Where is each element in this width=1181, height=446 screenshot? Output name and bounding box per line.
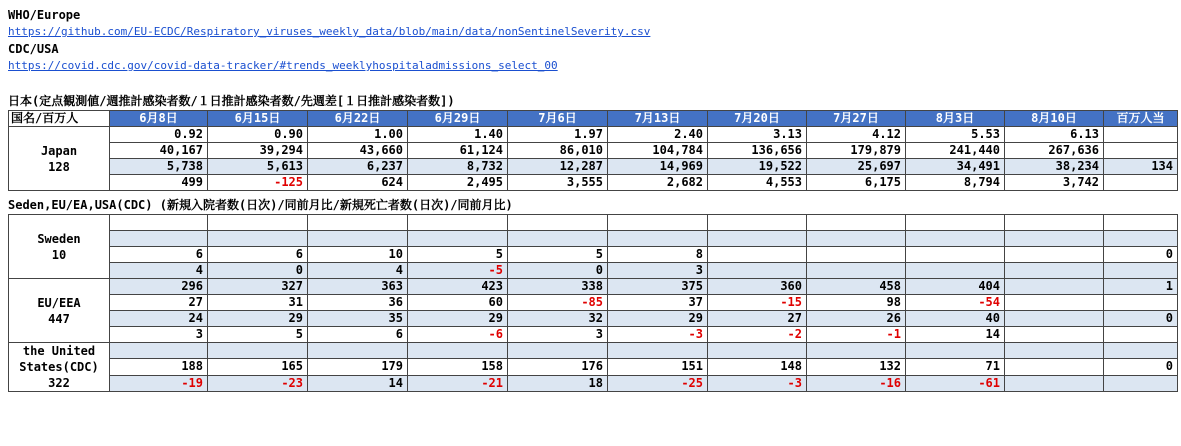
data-cell: 1.00 xyxy=(308,127,408,143)
data-cell: 36 xyxy=(308,295,408,311)
table-row xyxy=(9,127,1178,143)
data-cell: 35 xyxy=(308,311,408,327)
data-cell xyxy=(1005,375,1104,391)
data-cell: 18 xyxy=(508,375,608,391)
data-cell xyxy=(408,343,508,359)
data-cell: 5 xyxy=(208,327,308,343)
date-header: 7月13日 xyxy=(608,111,708,127)
data-cell: 40 xyxy=(906,311,1005,327)
table-row xyxy=(9,311,1178,327)
country-label xyxy=(9,343,110,392)
data-cell: 6 xyxy=(110,247,208,263)
data-cell: 3 xyxy=(608,263,708,279)
data-cell: 296 xyxy=(110,279,208,295)
date-header: 6月15日 xyxy=(208,111,308,127)
data-cell: 2.40 xyxy=(608,127,708,143)
data-cell xyxy=(608,231,708,247)
data-cell: 338 xyxy=(508,279,608,295)
data-cell: 6.13 xyxy=(1005,127,1104,143)
data-cell: 0.90 xyxy=(208,127,308,143)
data-cell: 104,784 xyxy=(608,143,708,159)
country-population: 10 xyxy=(51,247,67,262)
data-cell xyxy=(110,231,208,247)
data-cell: 404 xyxy=(906,279,1005,295)
data-cell: 29 xyxy=(608,311,708,327)
data-cell: 624 xyxy=(308,175,408,191)
date-header: 8月10日 xyxy=(1005,111,1104,127)
country-name: EU/EEA xyxy=(37,295,81,310)
data-cell xyxy=(1104,263,1178,279)
date-header: 6月29日 xyxy=(408,111,508,127)
data-cell: 1 xyxy=(1104,279,1178,295)
data-cell: -125 xyxy=(208,175,308,191)
data-cell xyxy=(807,231,906,247)
data-cell: 3,742 xyxy=(1005,175,1104,191)
data-cell: 3,555 xyxy=(508,175,608,191)
table-row xyxy=(9,327,1178,343)
japan-header-row xyxy=(9,111,1178,127)
cdc-usa-title: CDC/USA xyxy=(8,42,59,56)
data-cell xyxy=(906,343,1005,359)
data-cell xyxy=(1104,343,1178,359)
data-cell xyxy=(1104,327,1178,343)
data-cell: 43,660 xyxy=(308,143,408,159)
data-cell: 267,636 xyxy=(1005,143,1104,159)
data-cell: 179,879 xyxy=(807,143,906,159)
table-row xyxy=(9,359,1178,375)
country-name: Japan xyxy=(40,143,78,158)
data-cell: 31 xyxy=(208,295,308,311)
table-row xyxy=(9,263,1178,279)
data-cell: 423 xyxy=(408,279,508,295)
data-cell: 176 xyxy=(508,359,608,375)
data-cell: -2 xyxy=(708,327,807,343)
data-cell: 375 xyxy=(608,279,708,295)
cdc-source-link[interactable]: https://covid.cdc.gov/covid-data-tracker/#trends_weeklyhospitaladmissions_select_00 xyxy=(8,59,558,72)
data-cell xyxy=(1005,215,1104,231)
table-row xyxy=(9,175,1178,191)
data-cell: -19 xyxy=(110,375,208,391)
data-cell: 27 xyxy=(110,295,208,311)
data-cell xyxy=(110,343,208,359)
data-cell: 5,738 xyxy=(110,159,208,175)
who-source-link[interactable]: https://github.com/EU-ECDC/Respiratory_viruses_weekly_data/blob/main/data/nonSentinelSeverity.csv xyxy=(8,25,651,38)
country-population: 447 xyxy=(48,311,70,326)
data-cell: 38,234 xyxy=(1005,159,1104,175)
data-cell: 363 xyxy=(308,279,408,295)
data-cell xyxy=(906,215,1005,231)
data-cell xyxy=(708,231,807,247)
date-header: 8月3日 xyxy=(906,111,1005,127)
country-population: 128 xyxy=(48,159,70,174)
data-cell xyxy=(208,343,308,359)
data-cell: 60 xyxy=(408,295,508,311)
data-cell: 151 xyxy=(608,359,708,375)
data-cell xyxy=(708,263,807,279)
data-cell: 14,969 xyxy=(608,159,708,175)
data-cell: 6 xyxy=(208,247,308,263)
data-cell xyxy=(1005,247,1104,263)
data-cell xyxy=(1104,143,1178,159)
data-cell xyxy=(906,247,1005,263)
data-cell xyxy=(708,215,807,231)
data-cell xyxy=(608,215,708,231)
date-header: 6月8日 xyxy=(110,111,208,127)
hospital-section-title: Seden,EU/EA,USA(CDC) (新規入院者数(日次)/同前月比/新規死亡者数(日次)/同前月比) xyxy=(8,198,513,212)
data-cell: 1.40 xyxy=(408,127,508,143)
data-cell: 0 xyxy=(1104,311,1178,327)
data-cell xyxy=(1005,279,1104,295)
country-label xyxy=(9,215,110,279)
data-cell: 132 xyxy=(807,359,906,375)
data-cell xyxy=(1005,327,1104,343)
table-row xyxy=(9,343,1178,359)
table-row xyxy=(9,247,1178,263)
data-cell: -6 xyxy=(408,327,508,343)
data-cell: 14 xyxy=(308,375,408,391)
data-cell xyxy=(1005,295,1104,311)
data-cell: 179 xyxy=(308,359,408,375)
data-cell: 71 xyxy=(906,359,1005,375)
data-cell xyxy=(1005,359,1104,375)
who-europe-title: WHO/Europe xyxy=(8,8,81,22)
data-cell xyxy=(608,343,708,359)
data-cell: -23 xyxy=(208,375,308,391)
data-cell: 458 xyxy=(807,279,906,295)
date-header: 7月27日 xyxy=(807,111,906,127)
data-cell: 0 xyxy=(208,263,308,279)
data-cell: 8,794 xyxy=(906,175,1005,191)
data-cell: 61,124 xyxy=(408,143,508,159)
data-cell: 0 xyxy=(1104,247,1178,263)
table-row xyxy=(9,295,1178,311)
country-population: 322 xyxy=(48,376,70,390)
japan-section-title: 日本(定点観測値/週推計感染者数/１日推計感染者数/先週差[１日推計感染者数]) xyxy=(8,94,455,108)
data-cell: 188 xyxy=(110,359,208,375)
data-cell xyxy=(807,263,906,279)
hospital-table xyxy=(8,214,1178,392)
per-million-header: 百万人当 xyxy=(1104,111,1178,127)
data-cell xyxy=(906,231,1005,247)
data-cell xyxy=(308,231,408,247)
data-cell: -3 xyxy=(608,327,708,343)
data-cell: 148 xyxy=(708,359,807,375)
data-cell: 158 xyxy=(408,359,508,375)
country-name: the United xyxy=(22,344,96,358)
data-cell: 1.97 xyxy=(508,127,608,143)
japan-table xyxy=(8,110,1178,191)
data-cell: -21 xyxy=(408,375,508,391)
data-cell xyxy=(1104,295,1178,311)
data-cell xyxy=(1104,175,1178,191)
data-cell xyxy=(508,215,608,231)
date-header: 7月6日 xyxy=(508,111,608,127)
data-cell xyxy=(208,231,308,247)
data-cell: 5 xyxy=(408,247,508,263)
corner-label: 国名/百万人 xyxy=(9,111,110,127)
data-cell xyxy=(1005,343,1104,359)
data-cell: 40,167 xyxy=(110,143,208,159)
data-cell xyxy=(208,215,308,231)
data-cell: -15 xyxy=(708,295,807,311)
data-cell: 0.92 xyxy=(110,127,208,143)
data-cell: 4 xyxy=(110,263,208,279)
table-row xyxy=(9,375,1178,391)
data-cell xyxy=(1104,231,1178,247)
data-cell xyxy=(408,215,508,231)
date-header: 6月22日 xyxy=(308,111,408,127)
data-cell xyxy=(408,231,508,247)
data-cell: 24 xyxy=(110,311,208,327)
data-cell: 27 xyxy=(708,311,807,327)
data-cell: 86,010 xyxy=(508,143,608,159)
data-cell: 327 xyxy=(208,279,308,295)
table-row xyxy=(9,143,1178,159)
data-cell: 14 xyxy=(906,327,1005,343)
data-cell: 26 xyxy=(807,311,906,327)
data-cell: 3.13 xyxy=(708,127,807,143)
data-cell: 6,237 xyxy=(308,159,408,175)
data-cell: 2,682 xyxy=(608,175,708,191)
country-label xyxy=(9,127,110,191)
data-cell: 98 xyxy=(807,295,906,311)
data-cell: 0 xyxy=(1104,359,1178,375)
data-cell: 3 xyxy=(508,327,608,343)
data-cell: 0 xyxy=(508,263,608,279)
data-cell xyxy=(807,247,906,263)
data-cell xyxy=(1005,263,1104,279)
data-cell: 2,495 xyxy=(408,175,508,191)
data-cell: 37 xyxy=(608,295,708,311)
data-cell xyxy=(807,215,906,231)
data-cell: -5 xyxy=(408,263,508,279)
data-cell: -61 xyxy=(906,375,1005,391)
date-header: 7月20日 xyxy=(708,111,807,127)
data-cell: -3 xyxy=(708,375,807,391)
data-cell: 6 xyxy=(308,327,408,343)
country-name: Sweden xyxy=(37,231,81,246)
data-cell: 8 xyxy=(608,247,708,263)
data-cell: 360 xyxy=(708,279,807,295)
data-cell: 5.53 xyxy=(906,127,1005,143)
table-row xyxy=(9,159,1178,175)
data-cell: 25,697 xyxy=(807,159,906,175)
table-row xyxy=(9,231,1178,247)
data-cell: 5 xyxy=(508,247,608,263)
data-cell: 134 xyxy=(1104,159,1178,175)
data-cell: 32 xyxy=(508,311,608,327)
data-cell: 29 xyxy=(208,311,308,327)
data-cell xyxy=(308,215,408,231)
country-label xyxy=(9,279,110,343)
data-cell: -25 xyxy=(608,375,708,391)
data-cell: 4,553 xyxy=(708,175,807,191)
data-cell xyxy=(807,343,906,359)
data-cell: -1 xyxy=(807,327,906,343)
data-cell: 39,294 xyxy=(208,143,308,159)
data-cell xyxy=(1005,231,1104,247)
data-cell xyxy=(1104,215,1178,231)
data-cell: 12,287 xyxy=(508,159,608,175)
data-cell: 29 xyxy=(408,311,508,327)
data-cell: 8,732 xyxy=(408,159,508,175)
data-cell xyxy=(508,343,608,359)
data-cell: 4 xyxy=(308,263,408,279)
data-cell: 19,522 xyxy=(708,159,807,175)
data-cell: -54 xyxy=(906,295,1005,311)
data-cell xyxy=(708,343,807,359)
data-cell: 3 xyxy=(110,327,208,343)
data-cell xyxy=(1005,311,1104,327)
data-cell xyxy=(110,215,208,231)
data-cell: 136,656 xyxy=(708,143,807,159)
country-name: States(CDC) xyxy=(19,360,99,374)
data-cell xyxy=(308,343,408,359)
data-cell xyxy=(508,231,608,247)
data-cell: -16 xyxy=(807,375,906,391)
data-cell xyxy=(1104,375,1178,391)
table-row xyxy=(9,215,1178,231)
data-cell: -85 xyxy=(508,295,608,311)
data-cell: 165 xyxy=(208,359,308,375)
data-cell xyxy=(708,247,807,263)
data-cell xyxy=(1104,127,1178,143)
data-cell: 5,613 xyxy=(208,159,308,175)
data-cell: 6,175 xyxy=(807,175,906,191)
data-cell: 34,491 xyxy=(906,159,1005,175)
data-cell: 499 xyxy=(110,175,208,191)
data-cell xyxy=(906,263,1005,279)
data-cell: 241,440 xyxy=(906,143,1005,159)
data-cell: 4.12 xyxy=(807,127,906,143)
table-row xyxy=(9,279,1178,295)
data-cell: 10 xyxy=(308,247,408,263)
